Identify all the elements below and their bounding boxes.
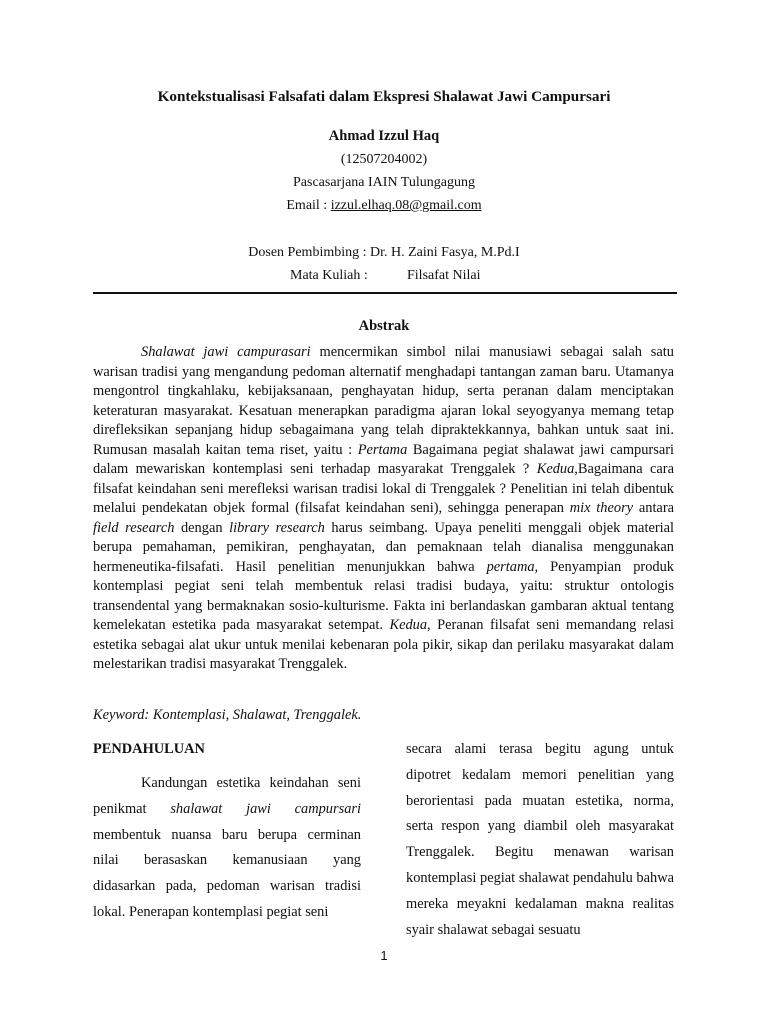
keywords: Keyword: Kontemplasi, Shalawat, Trenggalek. [93,707,362,723]
page-number: 1 [380,948,388,963]
supervisor-line: Dosen Pembimbing : Dr. H. Zaini Fasya, M.Pd.I [248,245,520,260]
email-line [0,197,768,215]
course-label: Mata Kuliah : [290,268,368,283]
course-line [290,267,481,285]
paper-title: Kontekstualisasi Falsafati dalam Ekspresi Shalawat Jawi Campursari [157,88,611,105]
section-heading: PENDAHULUAN [93,741,205,757]
author-name: Ahmad Izzul Haq [328,128,440,144]
abstract-heading: Abstrak [358,318,410,334]
student-id: (12507204002) [340,152,428,167]
abstract-text: Shalawat jawi campurasari mencermikan simbol nilai manusiawi sebagai salah satu warisan tradisi yang mengandung pedoman alternatif menghadapi tantangan zaman baru. Utamanya mengontrol tingkahlaku, kebijaksanaan, penghayatan hidup, serta peranan dalam menciptakan keteraturan masyarakat. Kesatuan menerapkan paradigma ajaran lokal seyogyanya memang tetap direfleksikan sepanjang hidup sebagaimana yang telah dipraktekkannya, bahkan untuk saat ini. Rumusan masalah kaitan tema riset, yaitu : Pertama Bagaimana pegiat shalawat jawi campursari dalam mewariskan kontemplasi seni terhadap masyarakat Trenggalek ? Kedua,Bagaimana cara filsafat keindahan seni merefleksi warisan tradisi lokal di Trenggalek ? Penelitian ini telah dibentuk melalui pendekatan objek formal (filsafat keindahan seni), sehingga penerapan mix theory antara field research dengan library research harus seimbang. Upaya peneliti menggali objek material berupa pemahaman, pemikiran, penghayatan, dan pemaknaan telah dianalisa menggunakan hermeneutika-filsafati. Hasil penelitian menunjukkan bahwa pertama, Penyampian produk kontemplasi pegiat seni telah membentuk relasi tradisi budaya, yaitu: struktur ontologis transendental yang bermaknakan sosio-kulturisme. Fakta ini berlandaskan gambaran aktual tentang kemelekatan estetika pada masyarakat setempat. Kedua, Peranan filsafat seni memandang relasi estetika sebagai alat ukur untuk menilai kebenaran pola pikir, sikap dan perilaku masyarakat dalam melestarikan tradisi masyarakat Trenggalek. [93,344,675,672]
email-link[interactable]: izzul.elhaq.08@gmail.com [330,198,482,213]
body-left-column: Kandungan estetika keindahan seni penikmat shalawat jawi campursari membentuk nuansa baru berupa cerminan nilai berasaskan kemanusiaan yang didasarkan pada, pedoman warisan tradisi lokal. Penerapan kontemplasi pegiat seni [93,775,361,920]
header-divider [93,292,677,294]
institution: Pascasarjana IAIN Tulungagung [293,175,475,190]
body-right-column: secara alami terasa begitu agung untuk dipotret kedalam memori penelitian yang berorientasi pada muatan estetika, norma, serta respon yang diambil oleh masyarakat Trenggalek. Begitu menawan warisan kontemplasi pegiat shalawat pendahulu bahwa mereka meyakni kedalaman makna realitas syair shalawat sebagai sesuatu [406,741,674,938]
email-label: Email : [286,198,331,213]
course-value: Filsafat Nilai [407,268,481,283]
